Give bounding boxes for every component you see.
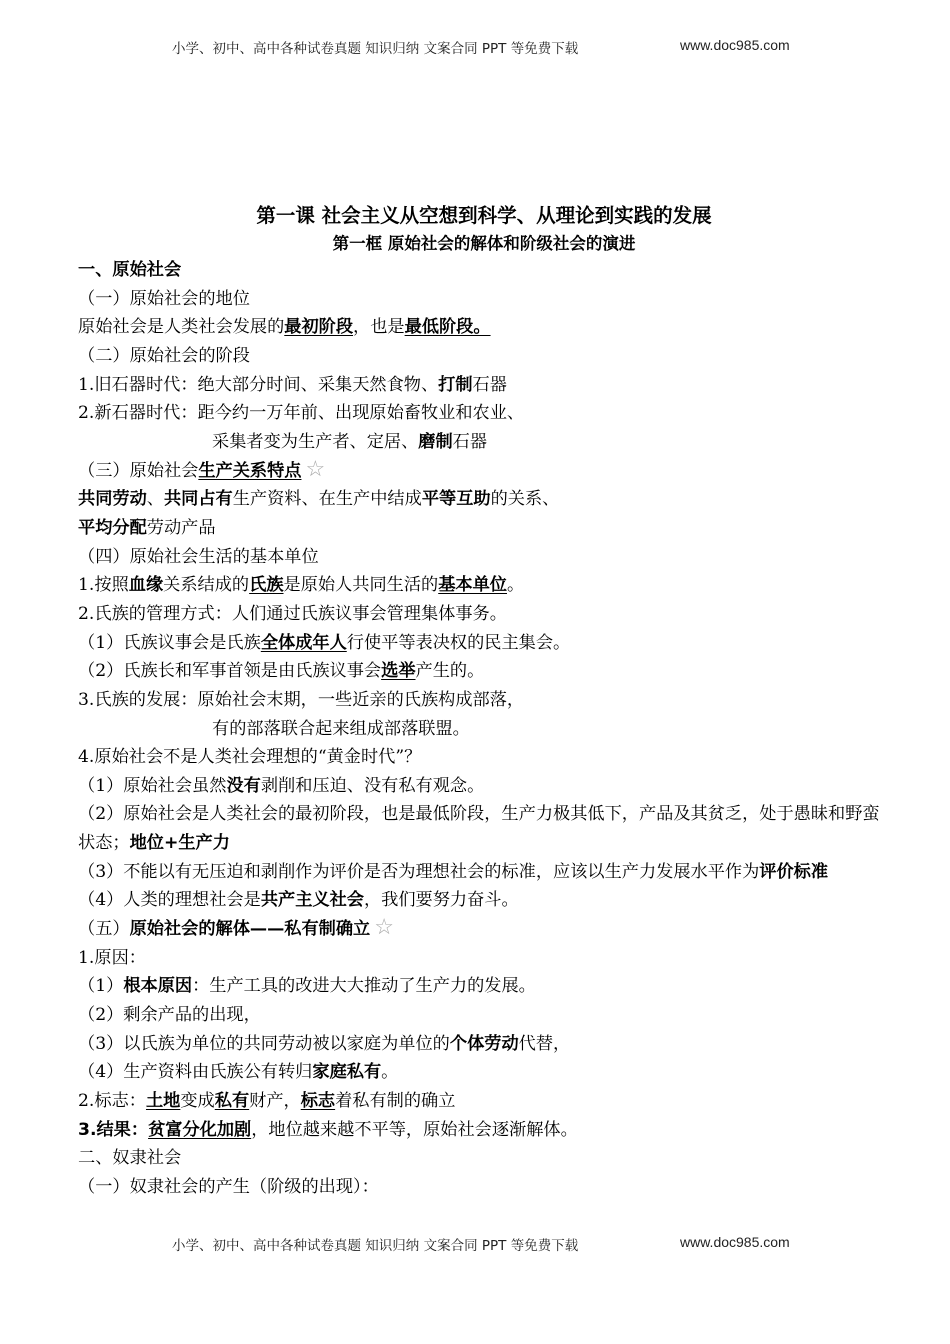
text-segment: 行使平等表决权的民主集会。 [346, 632, 571, 653]
text-segment: （1）氏族议事会是氏族 [78, 632, 261, 653]
text-line [78, 485, 892, 514]
text-segment: ，也是 [353, 317, 405, 338]
text-segment: 1.按照 [78, 575, 129, 596]
emphasis-text: 私有 [214, 1091, 250, 1112]
text-line [78, 1058, 892, 1087]
text-segment: 采集者变为生产者、定居、 [212, 431, 419, 452]
document-body [78, 256, 892, 1202]
text-line [78, 1144, 892, 1173]
text-line [78, 342, 892, 371]
emphasis-text: 磨制 [418, 431, 453, 452]
text-line [78, 686, 892, 715]
text-line [78, 371, 892, 400]
text-segment: ：生产工具的改进大大推动了生产力的发展。 [192, 976, 536, 997]
emphasis-text: 地位+生产力 [129, 833, 230, 854]
text-line [78, 1001, 892, 1030]
text-segment: ，地位越来越不平等，原始社会逐渐解体。 [251, 1119, 578, 1140]
text-segment: 石器 [472, 374, 507, 395]
section-subtitle: 第一框 原始社会的解体和阶级社会的演进 [332, 234, 636, 253]
text-line [78, 972, 892, 1001]
text-segment: 原始社会是人类社会发展的 [78, 317, 285, 338]
footer-url: www.doc985.com [680, 1234, 790, 1250]
emphasis-text: 家庭私有 [312, 1062, 382, 1083]
text-segment: 是原始人共同生活的 [283, 575, 439, 596]
text-segment: 2.氏族的管理方式：人们通过氏族议事会管理集体事务。 [78, 603, 507, 624]
text-segment: 有的部落联合起来组成部落联盟。 [212, 718, 470, 739]
text-segment: （二）原始社会的阶段 [78, 345, 250, 366]
star-icon: ☆ [374, 915, 394, 941]
text-segment: （一）原始社会的地位 [78, 288, 250, 309]
text-line [78, 600, 892, 629]
text-segment: 2.标志： [78, 1091, 146, 1112]
text-segment: 。 [381, 1062, 399, 1083]
text-line [78, 457, 892, 486]
emphasis-text: 根本原因 [123, 976, 193, 997]
emphasis-text: 选举 [381, 661, 416, 682]
text-line [78, 514, 892, 543]
emphasis-text: 打制 [438, 374, 473, 395]
text-segment: 劳动产品 [146, 517, 216, 538]
header-url: www.doc985.com [680, 37, 790, 53]
text-segment: 1.旧石器时代：绝大部分时间、采集天然食物、 [78, 374, 439, 395]
text-line [78, 657, 892, 686]
emphasis-text: 土地 [145, 1091, 181, 1112]
text-segment: （三）原始社会 [78, 460, 199, 481]
text-segment: ，我们要努力奋斗。 [363, 890, 519, 911]
text-line [78, 944, 892, 973]
text-segment: （五） [78, 919, 130, 940]
text-segment: 生产资料、在生产中结成 [232, 489, 422, 510]
text-line [78, 285, 892, 314]
text-line [78, 571, 892, 600]
header-text: 小学、初中、高中各种试卷真题 知识归纳 文案合同 PPT 等免费下载 [172, 41, 579, 57]
emphasis-text: 共产主义社会 [260, 890, 364, 911]
emphasis-text: 3.结果： [78, 1119, 149, 1140]
text-segment: （3）不能以有无压迫和剥削作为评价是否为理想社会的标准，应该以生产力发展水平作为 [78, 861, 760, 882]
emphasis-text: 评价标准 [759, 861, 829, 882]
emphasis-text: 基本单位 [438, 575, 507, 596]
text-segment: 的关系、 [490, 489, 560, 510]
emphasis-text: 共同劳动 [78, 489, 147, 510]
text-segment: （4）生产资料由氏族公有转归 [78, 1062, 313, 1083]
emphasis-text: 个体劳动 [449, 1033, 519, 1054]
text-segment: 二、奴隶社会 [78, 1148, 182, 1169]
emphasis-text: 没有 [226, 775, 261, 796]
text-segment: 财产， [249, 1091, 301, 1112]
text-line [78, 1030, 892, 1059]
text-line [78, 886, 892, 915]
text-line [78, 715, 892, 744]
text-segment: （一）奴隶社会的产生（阶级的出现）： [78, 1177, 379, 1197]
text-segment: （2）剩余产品的出现， [78, 1005, 261, 1026]
text-line [78, 1087, 892, 1116]
text-segment: 、 [146, 489, 164, 510]
emphasis-text: 氏族 [249, 575, 284, 596]
text-segment: （2）氏族长和军事首领是由氏族议事会 [78, 661, 382, 682]
text-line [78, 1116, 892, 1145]
text-segment: （1）原始社会虽然 [78, 775, 227, 796]
star-icon: ☆ [305, 456, 326, 482]
text-segment: 石器 [452, 431, 488, 452]
text-segment: 剥削和压迫、没有私有观念。 [260, 775, 485, 796]
emphasis-text: 标志 [300, 1091, 336, 1112]
text-line [78, 399, 892, 428]
text-segment: （3）以氏族为单位的共同劳动被以家庭为单位的 [78, 1033, 450, 1054]
text-line [78, 1173, 892, 1202]
text-line [78, 629, 892, 658]
emphasis-text: 最初阶段 [284, 317, 354, 338]
text-line [78, 858, 892, 887]
footer-text: 小学、初中、高中各种试卷真题 知识归纳 文案合同 PPT 等免费下载 [172, 1238, 579, 1254]
text-segment: （1） [78, 976, 124, 997]
lesson-title: 第一课 社会主义从空想到科学、从理论到实践的发展 [256, 204, 712, 227]
text-segment: 代替， [518, 1033, 571, 1054]
emphasis-text: 生产关系特点 [198, 460, 302, 481]
text-line [78, 800, 892, 857]
text-segment: 变成 [180, 1091, 215, 1112]
emphasis-text: 原始社会的解体——私有制确立 [129, 919, 371, 940]
text-segment: （四）原始社会生活的基本单位 [78, 546, 319, 567]
emphasis-text: 贫富分化加剧 [148, 1119, 252, 1140]
text-line [78, 915, 892, 944]
emphasis-text: 一、原始社会 [78, 260, 182, 280]
text-segment: （2）原始社会是人类社会的最初阶段，也是最低阶段，生产力极其低下，产品及其贫乏，处于愚昧和野蛮状态； [78, 804, 880, 854]
emphasis-text: 平等互助 [421, 489, 491, 510]
text-segment: 3.氏族的发展：原始社会末期，一些近亲的氏族构成部落， [78, 689, 525, 710]
text-line [78, 772, 892, 801]
text-segment: 2.新石器时代：距今约一万年前、出现原始畜牧业和农业、 [78, 403, 525, 424]
emphasis-text: 血缘 [128, 575, 164, 596]
text-line [78, 543, 892, 572]
emphasis-text: 共同占有 [163, 489, 233, 510]
text-segment: （4）人类的理想社会是 [78, 890, 261, 911]
text-segment: 。 [506, 575, 525, 596]
emphasis-text: 平均分配 [78, 517, 147, 538]
emphasis-text: 最低阶段。 [404, 317, 491, 338]
emphasis-text: 全体成年人 [260, 632, 347, 653]
text-segment: 4.原始社会不是人类社会理想的“黄金时代”？ [78, 747, 422, 768]
text-segment: 1.原因： [78, 947, 146, 968]
text-segment: 着私有制的确立 [335, 1091, 456, 1112]
text-line [78, 743, 892, 772]
text-line [78, 428, 892, 457]
text-line [78, 313, 892, 342]
text-segment: 关系结成的 [163, 575, 250, 596]
text-line [78, 256, 892, 285]
text-segment: 产生的。 [415, 661, 485, 682]
